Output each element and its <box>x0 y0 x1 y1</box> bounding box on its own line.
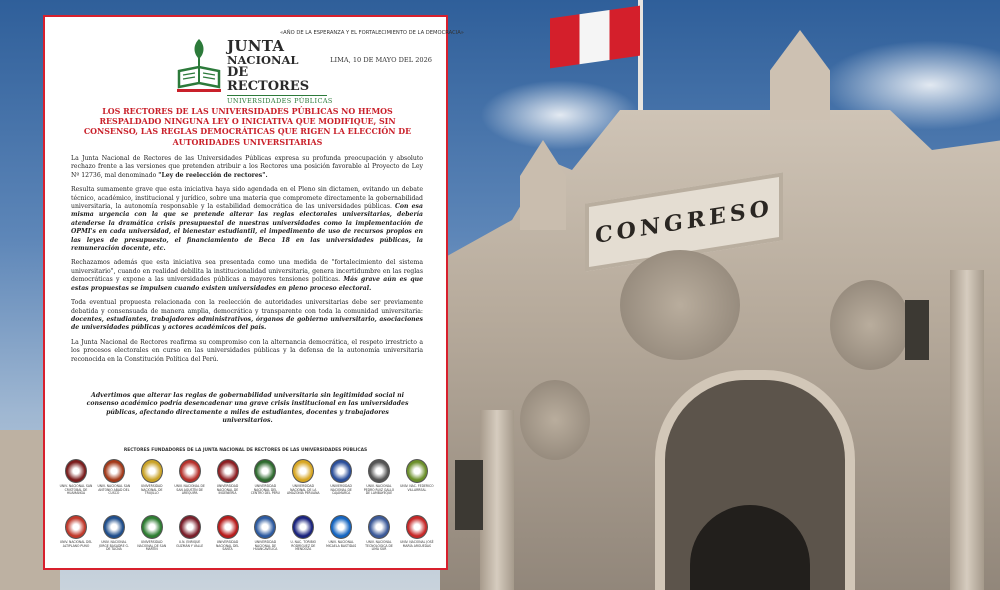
seals-row <box>59 515 434 552</box>
ornament-relief <box>620 250 740 360</box>
university-name: U. NAC. TORIBIO RODRÍGUEZ DE MENDOZA <box>290 540 317 552</box>
university-seal-icon <box>330 515 352 539</box>
university-seal-icon <box>254 515 276 539</box>
university-name: UNIV. NAC. FEDERICO VILLARREAL <box>400 484 434 492</box>
university-name: UNIVERSIDAD NACIONAL DE CAJAMARCA <box>330 484 352 496</box>
university-name: UNIV. NACIONAL SAN CRISTÓBAL DE HUAMANGA <box>59 484 93 496</box>
university-name: UNIV. NACIONAL JOSÉ MARÍA ARGUEDAS <box>400 540 434 548</box>
org-name: JUNTA NACIONAL DE RECTORES <box>227 37 310 94</box>
university-seal-icon <box>179 459 201 483</box>
university-seal <box>211 459 245 496</box>
university-seal <box>248 515 282 552</box>
university-name: UNIVERSIDAD NACIONAL DE TRUJILLO <box>141 484 163 496</box>
university-seal-icon <box>330 459 352 483</box>
university-seal-icon <box>141 459 163 483</box>
university-seal-icon <box>217 459 239 483</box>
university-seal <box>173 515 207 552</box>
university-seal-icon <box>406 459 428 483</box>
university-seal-icon <box>292 459 314 483</box>
university-name: UNIV. NACIONAL PEDRO RUIZ GALLO DE LAMBAYEQUE <box>363 484 395 496</box>
paragraph: Toda eventual propuesta relacionada con la reelección de autoridades universitarias debe ser previamente debatida y consensuada de manera amplia, democrática y transparente con toda la comunidad universitaria: docentes, estudiantes, trabajadores administrativos, órganos de gobierno universitario, asociaciones de universidades públicas y actores académicos del país. <box>71 299 423 332</box>
paragraph: Rechazamos además que esta iniciativa sea presentada como una medida de "fortalecimiento del sistema universitario", cuando en realidad debilita la institucionalidad universitaria, genera incertidumbre en las reglas democráticas y expone a las universidades públicas a mayores tensiones políticas. Más grave aún es que estas propuestas se impulsen cuando existen universidades en pleno proceso electoral. <box>71 259 423 292</box>
paragraph: Resulta sumamente grave que esta iniciativa haya sido agendada en el Pleno sin dictamen, evitando un debate técnico, académico, institucional y jurídico, sobre una materia que compromete directamente la gobernabilidad universitaria, la autonomía responsable y la estabilidad democrática de las universidades públicas. Con esa misma urgencia con la que se pretende alterar las reglas electorales universitarias, debería atenderse la dramática crisis presupuestal de nuestras universidades como la implementación de OPMI's en cada universidad, el bienestar estudiantil, el impedimento de uso de recursos propios en las leyes de presupuesto, el financiamiento de Beca 18 en las universidades públicas, la remuneración docente, etc. <box>71 186 423 253</box>
university-seal <box>211 515 245 552</box>
university-name: UNIV. NACIONAL DEL ALTIPLANO PUNO <box>59 540 93 548</box>
university-seal <box>173 459 207 496</box>
university-seal-icon <box>65 515 87 539</box>
university-seal-icon <box>141 515 163 539</box>
university-name: UNIVERSIDAD NACIONAL DE SAN MARTÍN <box>137 540 167 552</box>
university-name: UNIV. NACIONAL MICAELA BASTIDAS <box>326 540 357 548</box>
university-name: UNIVERSIDAD NACIONAL DE INGENIERÍA <box>216 484 239 496</box>
column <box>950 270 984 590</box>
seals-row <box>59 459 434 496</box>
jnr-logo <box>175 35 333 105</box>
university-name: UNIV. NACIONAL TECNOLÓGICA DE LIMA SUR <box>365 540 393 552</box>
university-seal <box>97 515 131 552</box>
university-seal-icon <box>103 459 125 483</box>
university-seal <box>59 459 93 496</box>
university-seal-icon <box>368 515 390 539</box>
paragraph: La Junta Nacional de Rectores de las Universidades Públicas expresa su profunda preocupación y absoluto rechazo frente a las versiones que pretenden atribuir a los Rectores una posición favorable al Proyecto de Ley Nº 12736, mal denominado "Ley de reelección de rectores". <box>71 155 423 179</box>
university-seal <box>400 515 434 552</box>
university-seal-icon <box>179 515 201 539</box>
paragraph: La Junta Nacional de Rectores reafirma su compromiso con la alternancia democrática, el respeto irrestricto a los procesos electorales en curso en las universidades públicas y la defensa de la autonomía universitaria reconocida en la Constitución Política del Perú. <box>71 338 423 363</box>
university-seal <box>135 459 169 496</box>
university-seal <box>400 459 434 496</box>
university-seal-icon <box>368 459 390 483</box>
university-seal <box>248 459 282 496</box>
seals-title: RECTORES FUNDADORES DE LA JUNTA NACIONAL DE RECTORES DE LAS UNIVERSIDADES PÚBLICAS <box>123 448 368 453</box>
statement-document <box>43 15 464 570</box>
statement-body <box>71 155 423 370</box>
university-seal <box>97 459 131 496</box>
university-seal <box>324 459 358 496</box>
university-name: UNIVERSIDAD NACIONAL DE HUANCAVELICA <box>253 540 278 552</box>
document-date: LIMA, 10 DE MAYO DEL 2026 <box>330 56 432 64</box>
university-seal <box>362 515 396 552</box>
university-seal <box>362 459 396 496</box>
university-seal-icon <box>254 459 276 483</box>
university-name: U.N. ENRIQUE GUZMÁN Y VALLE <box>176 540 204 548</box>
university-seal <box>286 459 320 496</box>
university-seal-icon <box>406 515 428 539</box>
university-seal-icon <box>292 515 314 539</box>
university-seal <box>286 515 320 552</box>
statement-headline: LOS RECTORES DE LAS UNIVERSIDADES PÚBLICAS NO HEMOS RESPALDADO NINGUNA LEY O INICIATIVA QUE MODIFIQUE, SIN CONSENSO, LAS REGLAS DEMOCRÁTICAS QUE RIGEN LA ELECCIÓN DE AUTORIDADES UNIVERSITARIAS <box>83 107 412 147</box>
university-name: UNIVERSIDAD NACIONAL DE LA AMAZONÍA PERUANA <box>286 484 320 496</box>
ornament-relief <box>830 280 910 370</box>
university-seal-icon <box>65 459 87 483</box>
closing-statement: Advertimos que alterar las reglas de gobernabilidad universitaria sin legitimidad social ni consenso académico podría desencadenar una grave crisis institucional en las universidades públicas, afectando directamente a miles de estudiantes, docentes y trabajadores universitarios. <box>86 392 409 425</box>
university-seal-icon <box>103 515 125 539</box>
university-seal-icon <box>217 515 239 539</box>
org-subtitle: UNIVERSIDADES PÚBLICAS <box>227 97 333 105</box>
university-name: UNIV. NACIONAL DE SAN AGUSTÍN DE AREQUIPA <box>174 484 205 496</box>
year-motto: «AÑO DE LA ESPERANZA Y EL FORTALECIMIENTO DE LA DEMOCRACIA» <box>280 30 464 36</box>
column <box>480 410 514 590</box>
congress-sign: CONGRESO <box>585 172 783 271</box>
university-name: UNIV. NACIONAL JORGE BASADRE G. DE TACNA <box>98 540 129 552</box>
window <box>905 300 929 360</box>
university-name: UNIVERSIDAD NACIONAL DEL SANTA <box>215 540 240 552</box>
university-seal <box>324 515 358 552</box>
book-plant-icon <box>175 35 223 95</box>
ornament-relief <box>520 380 590 460</box>
university-seal <box>135 515 169 552</box>
window <box>455 460 483 530</box>
university-seal <box>59 515 93 552</box>
university-name: UNIVERSIDAD NACIONAL DEL CENTRO DEL PERÚ <box>250 484 280 496</box>
university-name: UNIV. NACIONAL SAN ANTONIO ABAD DEL CUSCO <box>97 484 131 496</box>
